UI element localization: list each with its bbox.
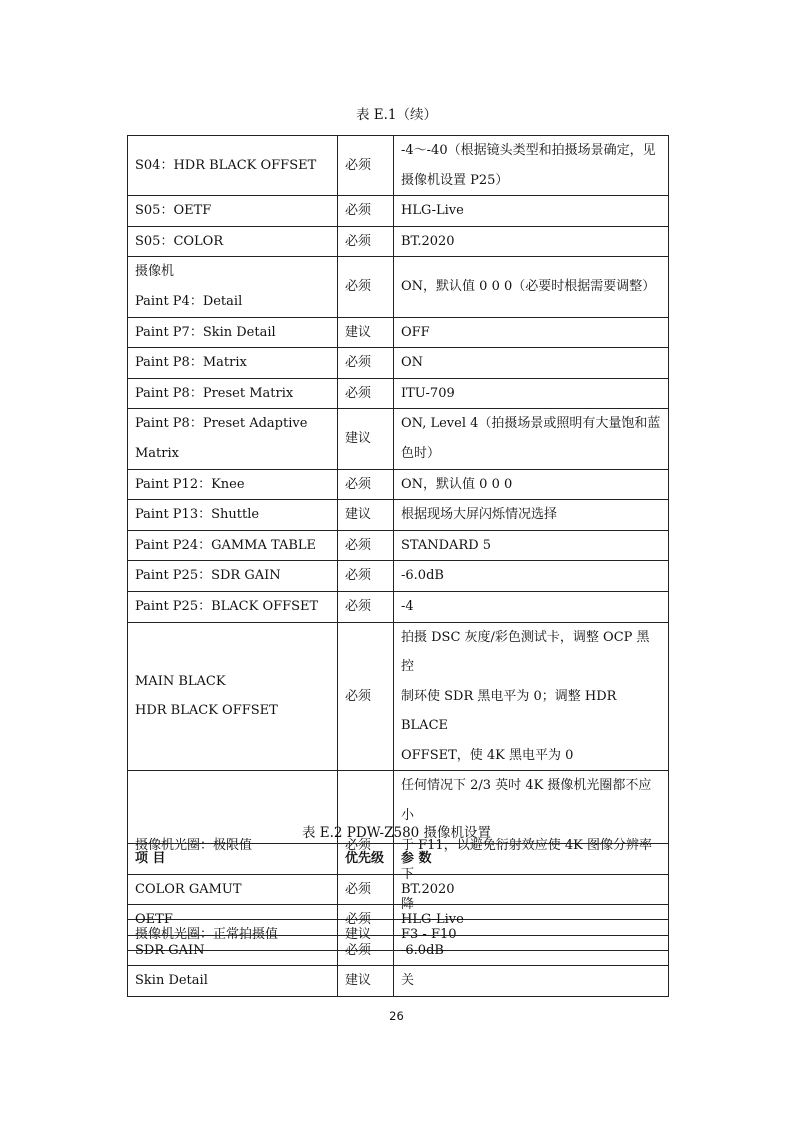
cell-parameter: HLG-Live bbox=[394, 196, 669, 227]
table1-caption: 表 E.1（续） bbox=[355, 107, 438, 123]
page-number: 26 bbox=[389, 1009, 404, 1023]
cell-parameter: OFF bbox=[394, 317, 669, 348]
cell-parameter: 关 bbox=[394, 966, 669, 997]
cell-item: MAIN BLACK HDR BLACK OFFSET bbox=[128, 622, 338, 771]
cell-priority: 必须 bbox=[338, 530, 394, 561]
cell-item: SDR GAIN bbox=[128, 935, 338, 966]
cell-parameter: ON, Level 4（拍摄场景或照明有大量饱和蓝 色时） bbox=[394, 409, 669, 469]
cell-item: Paint P8：Matrix bbox=[128, 348, 338, 379]
cell-parameter: BT.2020 bbox=[394, 874, 669, 905]
cell-parameter: HLG-Live bbox=[394, 905, 669, 936]
cell-priority: 必须 bbox=[338, 348, 394, 379]
cell-priority: 必须 bbox=[338, 378, 394, 409]
cell-priority: 建议 bbox=[338, 966, 394, 997]
table-row bbox=[128, 469, 669, 500]
table-row bbox=[128, 317, 669, 348]
table-row bbox=[128, 378, 669, 409]
table-row bbox=[128, 966, 669, 997]
cell-parameter: STANDARD 5 bbox=[394, 530, 669, 561]
cell-priority: 必须 bbox=[338, 591, 394, 622]
cell-parameter: BT.2020 bbox=[394, 226, 669, 257]
table-row bbox=[128, 500, 669, 531]
table-row bbox=[128, 874, 669, 905]
table-row bbox=[128, 905, 669, 936]
cell-item: Paint P12：Knee bbox=[128, 469, 338, 500]
cell-priority: 必须 bbox=[338, 257, 394, 317]
cell-priority: 建议 bbox=[338, 409, 394, 469]
cell-item: Paint P25：BLACK OFFSET bbox=[128, 591, 338, 622]
cell-priority: 必须 bbox=[338, 905, 394, 936]
cell-priority: 建议 bbox=[338, 920, 394, 951]
cell-priority: 必须 bbox=[338, 561, 394, 592]
cell-item: 摄像机光圈：极限值 bbox=[128, 771, 338, 920]
table-row bbox=[128, 935, 669, 966]
cell-item: OETF bbox=[128, 905, 338, 936]
cell-parameter: ON，默认值 0 0 0 bbox=[394, 469, 669, 500]
table-row bbox=[128, 136, 669, 196]
cell-item: COLOR GAMUT bbox=[128, 874, 338, 905]
header-parameter: 参 数 bbox=[394, 844, 669, 875]
cell-priority: 必须 bbox=[338, 136, 394, 196]
header-item: 项 目 bbox=[128, 844, 338, 875]
cell-item: 摄像机 Paint P4：Detail bbox=[128, 257, 338, 317]
cell-priority: 必须 bbox=[338, 874, 394, 905]
table-row bbox=[128, 257, 669, 317]
cell-item: Paint P8：Preset Adaptive Matrix bbox=[128, 409, 338, 469]
cell-item: S05：COLOR bbox=[128, 226, 338, 257]
cell-item: Paint P8：Preset Matrix bbox=[128, 378, 338, 409]
cell-item: 摄像机光圈：正常拍摄值 bbox=[128, 920, 338, 951]
table-row bbox=[128, 591, 669, 622]
cell-priority: 必须 bbox=[338, 622, 394, 771]
cell-parameter: ON bbox=[394, 348, 669, 379]
cell-parameter: -6.0dB bbox=[394, 561, 669, 592]
cell-priority: 必须 bbox=[338, 771, 394, 920]
table-row bbox=[128, 561, 669, 592]
cell-parameter: 根据现场大屏闪烁情况选择 bbox=[394, 500, 669, 531]
table-header-row bbox=[128, 844, 669, 875]
cell-parameter: ON，默认值 0 0 0（必要时根据需要调整） bbox=[394, 257, 669, 317]
cell-priority: 建议 bbox=[338, 500, 394, 531]
cell-priority: 必须 bbox=[338, 469, 394, 500]
cell-priority: 必须 bbox=[338, 226, 394, 257]
cell-priority: 建议 bbox=[338, 317, 394, 348]
table-row bbox=[128, 348, 669, 379]
cell-item: Paint P24：GAMMA TABLE bbox=[128, 530, 338, 561]
cell-parameter: -6.0dB bbox=[394, 935, 669, 966]
table-row bbox=[128, 622, 669, 771]
table-row bbox=[128, 196, 669, 227]
cell-item: S05：OETF bbox=[128, 196, 338, 227]
table2-caption: 表 E.2 PDW-Z580 摄像机设置 bbox=[301, 825, 492, 841]
cell-parameter: 任何情况下 2/3 英吋 4K 摄像机光圈都不应小 于 F11，以避免衍射效应使 4K 图像分辨率下 降 bbox=[394, 771, 669, 920]
cell-item: S04：HDR BLACK OFFSET bbox=[128, 136, 338, 196]
cell-parameter: ITU-709 bbox=[394, 378, 669, 409]
cell-priority: 必须 bbox=[338, 196, 394, 227]
cell-item: Paint P25：SDR GAIN bbox=[128, 561, 338, 592]
header-priority: 优先级 bbox=[338, 844, 394, 875]
cell-priority: 必须 bbox=[338, 935, 394, 966]
table-row bbox=[128, 409, 669, 469]
cell-item: Skin Detail bbox=[128, 966, 338, 997]
cell-parameter: F3 - F10 bbox=[394, 920, 669, 951]
cell-item: Paint P13：Shuttle bbox=[128, 500, 338, 531]
cell-item: Paint P7：Skin Detail bbox=[128, 317, 338, 348]
cell-parameter: -4～-40（根据镜头类型和拍摄场景确定，见 摄像机设置 P25） bbox=[394, 136, 669, 196]
cell-parameter: -4 bbox=[394, 591, 669, 622]
table-row bbox=[128, 226, 669, 257]
cell-parameter: 拍摄 DSC 灰度/彩色测试卡，调整 OCP 黑控 制环使 SDR 黑电平为 0；调整 HDR BLACE OFFSET，使 4K 黑电平为 0 bbox=[394, 622, 669, 771]
table-row bbox=[128, 530, 669, 561]
pdw-z580-settings-table bbox=[127, 843, 669, 997]
